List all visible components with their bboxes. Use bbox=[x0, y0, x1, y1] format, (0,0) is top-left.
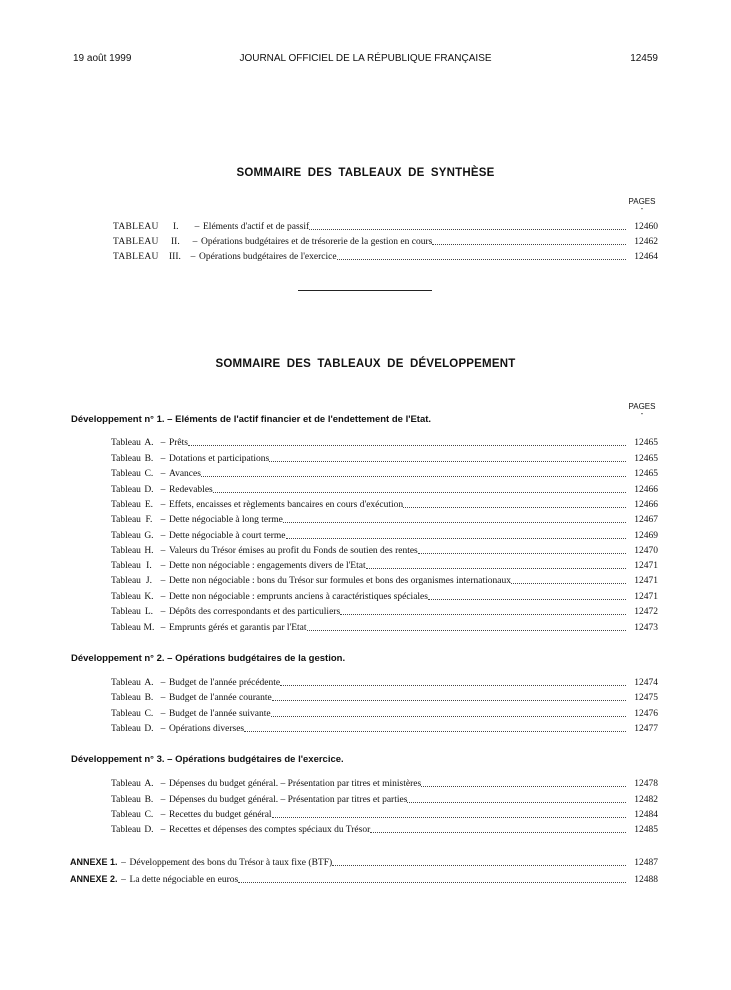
toc-entry: Tableau H. – Valeurs du Trésor émises au profit du Fonds de soutien des rentes 12470 bbox=[111, 546, 658, 556]
entry-label: TABLEAU bbox=[113, 252, 159, 262]
entry-text: Développement des bons du Trésor à taux fixe (BTF) bbox=[129, 858, 333, 868]
entry-text: Dette négociable à long terme bbox=[168, 515, 283, 525]
toc-entry: Tableau B. – Dépenses du budget général. – Présentation par titres et parties 12482 bbox=[111, 795, 658, 805]
entry-text: Budget de l'année courante bbox=[168, 693, 272, 703]
toc-entry: Tableau D. – Opérations diverses 12477 bbox=[111, 724, 658, 734]
toc-entry: Tableau A. – Budget de l'année précédente 12474 bbox=[111, 678, 658, 688]
dot-leader bbox=[269, 460, 626, 462]
annexe-label: ANNEXE 2. bbox=[70, 874, 118, 884]
entry-letter: M. bbox=[143, 623, 155, 633]
entry-text: Dette non négociable : emprunts anciens à caractéristiques spéciales bbox=[168, 592, 428, 602]
developpement-title: SOMMAIRE DES TABLEAUX DE DÉVELOPPEMENT bbox=[215, 358, 516, 370]
toc-entry: Tableau B. – Dotations et participations 12465 bbox=[111, 454, 658, 464]
toc-entry: Tableau M. – Emprunts gérés et garantis par l'Etat 12473 bbox=[111, 623, 658, 633]
entry-letter: A. bbox=[144, 438, 154, 448]
entry-letter: A. bbox=[144, 678, 154, 688]
pages-label-text: PAGES bbox=[628, 197, 656, 206]
annexe-entry: ANNEXE 1. – Développement des bons du Trésor à taux fixe (BTF) 12487 bbox=[70, 857, 658, 868]
entry-letter: I. bbox=[146, 561, 152, 571]
toc-entry: Tableau G. – Dette négociable à court terme 12469 bbox=[111, 531, 658, 541]
entry-page: 12484 bbox=[634, 810, 658, 820]
entry-text: Opérations budgétaires de l'exercice bbox=[199, 252, 337, 262]
dot-leader bbox=[407, 801, 626, 803]
entry-page: 12465 bbox=[634, 438, 658, 448]
entry-text: Redevables bbox=[168, 485, 213, 495]
dot-leader bbox=[428, 598, 626, 600]
entry-label: Tableau bbox=[111, 709, 141, 719]
entry-page: 12466 bbox=[634, 500, 658, 510]
dot-leader bbox=[309, 228, 626, 230]
entry-numeral: III. bbox=[169, 252, 181, 262]
entry-label: Tableau bbox=[111, 623, 141, 633]
entry-text: Recettes et dépenses des comptes spéciaux du Trésor bbox=[168, 825, 371, 835]
entry-page: 12462 bbox=[634, 237, 658, 247]
entry-page: 12471 bbox=[634, 592, 658, 602]
dot-leader bbox=[337, 258, 626, 260]
pages-label-text: PAGES bbox=[628, 402, 656, 411]
dot-leader bbox=[271, 715, 626, 717]
dot-leader bbox=[244, 730, 626, 732]
entry-letter: H. bbox=[144, 546, 154, 556]
dot-leader bbox=[272, 699, 626, 701]
entry-label: Tableau bbox=[111, 724, 141, 734]
toc-entry: Tableau C. – Budget de l'année suivante 12476 bbox=[111, 709, 658, 719]
entry-label: TABLEAU bbox=[113, 237, 159, 247]
entry-page: 12477 bbox=[634, 724, 658, 734]
section-heading: Développement n° 2. – Opérations budgétaires de la gestion. bbox=[71, 653, 346, 664]
entry-text: Dotations et participations bbox=[168, 454, 270, 464]
toc-entry: Tableau C. – Avances 12465 bbox=[111, 469, 658, 479]
entry-page: 12487 bbox=[634, 858, 658, 868]
dot-leader bbox=[280, 684, 626, 686]
entry-page: 12474 bbox=[634, 678, 658, 688]
entry-page: 12471 bbox=[634, 561, 658, 571]
entry-page: 12465 bbox=[634, 469, 658, 479]
entry-label: Tableau bbox=[111, 678, 141, 688]
dot-leader bbox=[188, 444, 626, 446]
synthese-pages-label: PAGES - bbox=[628, 197, 656, 213]
entry-label: Tableau bbox=[111, 531, 141, 541]
entry-text: Valeurs du Trésor émises au profit du Fonds de soutien des rentes bbox=[168, 546, 418, 556]
entry-letter: F. bbox=[145, 515, 153, 525]
toc-entry: Tableau C. – Recettes du budget général 12484 bbox=[111, 810, 658, 820]
header-page-number: 12459 bbox=[630, 53, 658, 64]
entry-label: Tableau bbox=[111, 779, 141, 789]
developpement-pages-label: PAGES - bbox=[628, 402, 656, 418]
entry-label: Tableau bbox=[111, 795, 141, 805]
entry-letter: E. bbox=[144, 500, 154, 510]
toc-entry: Tableau L. – Dépôts des correspondants et des particuliers 12472 bbox=[111, 607, 658, 617]
dot-leader bbox=[418, 552, 626, 554]
dot-leader bbox=[421, 785, 626, 787]
entry-letter: C. bbox=[144, 709, 154, 719]
dot-leader bbox=[370, 831, 626, 833]
entry-page: 12485 bbox=[634, 825, 658, 835]
entry-label: Tableau bbox=[111, 546, 141, 556]
entry-text: Recettes du budget général bbox=[168, 810, 272, 820]
toc-entry: Tableau A. – Dépenses du budget général. – Présentation par titres et ministères 12478 bbox=[111, 779, 658, 789]
entry-letter: L. bbox=[144, 607, 154, 617]
dot-leader bbox=[366, 567, 626, 569]
entry-page: 12470 bbox=[634, 546, 658, 556]
entry-label: Tableau bbox=[111, 592, 141, 602]
entry-text: Dette négociable à court terme bbox=[168, 531, 286, 541]
entry-text: Eléments d'actif et de passif bbox=[203, 222, 310, 232]
dot-leader bbox=[238, 881, 626, 883]
entry-numeral: II. bbox=[171, 237, 180, 247]
entry-letter: C. bbox=[144, 810, 154, 820]
entry-letter: B. bbox=[144, 795, 154, 805]
entry-label: Tableau bbox=[111, 607, 141, 617]
entry-label: Tableau bbox=[111, 500, 141, 510]
entry-label: Tableau bbox=[111, 485, 141, 495]
section-heading: Développement n° 1. – Eléments de l'actif financier et de l'endettement de l'Etat. bbox=[71, 414, 432, 425]
entry-text: La dette négociable en euros bbox=[129, 875, 239, 885]
entry-text: Dépenses du budget général. – Présentation par titres et ministères bbox=[168, 779, 422, 789]
entry-letter: C. bbox=[144, 469, 154, 479]
entry-label: Tableau bbox=[111, 438, 141, 448]
entry-letter: D. bbox=[144, 825, 154, 835]
synthese-entry: TABLEAU I. – Eléments d'actif et de passif 12460 bbox=[113, 222, 658, 232]
entry-label: Tableau bbox=[111, 810, 141, 820]
entry-label: TABLEAU bbox=[113, 222, 159, 232]
entry-letter: G. bbox=[144, 531, 154, 541]
entry-letter: B. bbox=[144, 693, 154, 703]
dot-leader bbox=[511, 582, 626, 584]
entry-page: 12482 bbox=[634, 795, 658, 805]
entry-text: Avances bbox=[168, 469, 201, 479]
entry-page: 12473 bbox=[634, 623, 658, 633]
entry-label: Tableau bbox=[111, 561, 141, 571]
entry-page: 12472 bbox=[634, 607, 658, 617]
entry-text: Budget de l'année précédente bbox=[168, 678, 281, 688]
toc-entry: Tableau I. – Dette non négociable : engagements divers de l'Etat 12471 bbox=[111, 561, 658, 571]
entry-text: Dépôts des correspondants et des particuliers bbox=[168, 607, 341, 617]
entry-letter: D. bbox=[144, 724, 154, 734]
entry-page: 12460 bbox=[634, 222, 658, 232]
entry-label: Tableau bbox=[111, 693, 141, 703]
toc-entry: Tableau J. – Dette non négociable : bons du Trésor sur formules et bons des organismes internationaux 12471 bbox=[111, 576, 658, 586]
toc-entry: Tableau B. – Budget de l'année courante 12475 bbox=[111, 693, 658, 703]
entry-letter: D. bbox=[144, 485, 154, 495]
toc-entry: Tableau E. – Effets, encaisses et règlements bancaires en cours d'exécution 12466 bbox=[111, 500, 658, 510]
entry-text: Dette non négociable : bons du Trésor sur formules et bons des organismes internationaux bbox=[168, 576, 511, 586]
toc-entry: Tableau F. – Dette négociable à long terme 12467 bbox=[111, 515, 658, 525]
entry-page: 12478 bbox=[634, 779, 658, 789]
dot-leader bbox=[201, 475, 626, 477]
toc-entry: Tableau D. – Redevables 12466 bbox=[111, 485, 658, 495]
entry-label: Tableau bbox=[111, 454, 141, 464]
dot-leader bbox=[403, 506, 626, 508]
entry-page: 12465 bbox=[634, 454, 658, 464]
entry-page: 12469 bbox=[634, 531, 658, 541]
toc-entry: Tableau K. – Dette non négociable : emprunts anciens à caractéristiques spéciales 12471 bbox=[111, 592, 658, 602]
entry-label: Tableau bbox=[111, 825, 141, 835]
dot-leader bbox=[340, 613, 626, 615]
dot-leader bbox=[283, 521, 626, 523]
dot-leader bbox=[286, 537, 626, 539]
annexe-label: ANNEXE 1. bbox=[70, 857, 118, 867]
dot-leader bbox=[432, 243, 626, 245]
dot-leader bbox=[332, 864, 626, 866]
entry-page: 12488 bbox=[634, 875, 658, 885]
entry-letter: K. bbox=[144, 592, 154, 602]
entry-page: 12464 bbox=[634, 252, 658, 262]
entry-text: Emprunts gérés et garantis par l'Etat bbox=[168, 623, 307, 633]
synthese-title: SOMMAIRE DES TABLEAUX DE SYNTHÈSE bbox=[236, 167, 495, 179]
separator-rule bbox=[298, 290, 432, 291]
entry-page: 12467 bbox=[634, 515, 658, 525]
entry-numeral: I. bbox=[173, 222, 179, 232]
entry-text: Dépenses du budget général. – Présentation par titres et parties bbox=[168, 795, 408, 805]
entry-text: Effets, encaisses et règlements bancaires en cours d'exécution bbox=[168, 500, 404, 510]
page-header bbox=[73, 53, 658, 67]
entry-letter: B. bbox=[144, 454, 154, 464]
toc-entry: Tableau D. – Recettes et dépenses des comptes spéciaux du Trésor 12485 bbox=[111, 825, 658, 835]
synthese-entry: TABLEAU III. – Opérations budgétaires de l'exercice 12464 bbox=[113, 252, 658, 262]
entry-page: 12471 bbox=[634, 576, 658, 586]
entry-page: 12476 bbox=[634, 709, 658, 719]
annexe-entry: ANNEXE 2. – La dette négociable en euros 12488 bbox=[70, 874, 658, 885]
entry-label: Tableau bbox=[111, 576, 141, 586]
dot-leader bbox=[272, 816, 626, 818]
entry-text: Opérations diverses bbox=[168, 724, 245, 734]
entry-text: Budget de l'année suivante bbox=[168, 709, 271, 719]
synthese-entry: TABLEAU II. – Opérations budgétaires et de trésorerie de la gestion en cours 12462 bbox=[113, 237, 658, 247]
header-journal-title: JOURNAL OFFICIEL DE LA RÉPUBLIQUE FRANÇAISE bbox=[239, 53, 492, 64]
entry-text: Dette non négociable : engagements divers de l'Etat bbox=[168, 561, 366, 571]
entry-text: Opérations budgétaires et de trésorerie de la gestion en cours bbox=[201, 237, 433, 247]
dot-leader bbox=[307, 629, 626, 631]
section-heading: Développement n° 3. – Opérations budgétaires de l'exercice. bbox=[71, 754, 344, 765]
entry-label: Tableau bbox=[111, 515, 141, 525]
entry-page: 12466 bbox=[634, 485, 658, 495]
entry-text: Prêts bbox=[168, 438, 188, 448]
entry-page: 12475 bbox=[634, 693, 658, 703]
header-date: 19 août 1999 bbox=[73, 53, 132, 64]
entry-letter: A. bbox=[144, 779, 154, 789]
entry-letter: J. bbox=[145, 576, 152, 586]
toc-entry: Tableau A. – Prêts 12465 bbox=[111, 438, 658, 448]
entry-label: Tableau bbox=[111, 469, 141, 479]
dot-leader bbox=[213, 491, 626, 493]
